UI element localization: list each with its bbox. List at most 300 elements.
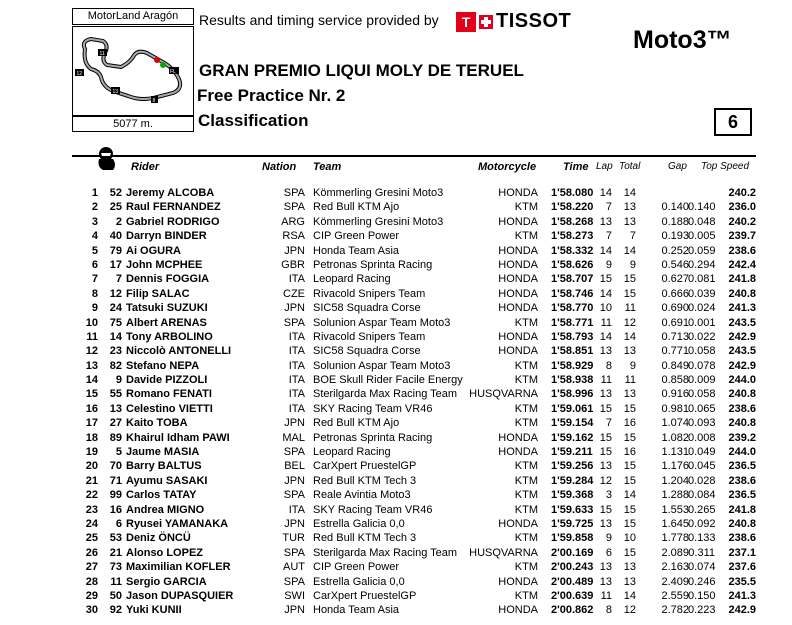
best-lap: 13 — [599, 460, 612, 473]
table-row — [0, 546, 792, 560]
rider-name: Alonso LOPEZ — [126, 546, 203, 559]
rider-number: 50 — [109, 589, 122, 602]
rider-name: Davide PIZZOLI — [126, 374, 208, 387]
rider-number: 55 — [109, 388, 122, 401]
gap-first: 0.849 — [661, 359, 689, 372]
total-laps: 15 — [623, 460, 636, 473]
motorcycle: KTM — [514, 316, 538, 329]
table-row — [0, 560, 792, 574]
table-row — [0, 316, 792, 330]
rider-number: 17 — [109, 258, 122, 271]
gap-first: 0.981 — [661, 402, 689, 415]
results-table — [0, 186, 792, 618]
gap-previous: 0.058 — [688, 388, 716, 401]
rider-number: 14 — [109, 330, 122, 343]
gap-previous: 0.074 — [688, 561, 716, 574]
total-laps: 7 — [629, 230, 636, 243]
rider-name: Kaito TOBA — [126, 417, 188, 430]
position: 12 — [85, 345, 98, 358]
table-row — [0, 589, 792, 603]
rider-number: 70 — [109, 460, 122, 473]
rider-number: 11 — [110, 575, 122, 588]
table-row — [0, 575, 792, 589]
lap-time: 1'59.211 — [551, 446, 593, 459]
motorcycle: HONDA — [498, 187, 538, 199]
nation: CZE — [283, 287, 305, 300]
team-name: Solunion Aspar Team Moto3 — [313, 316, 451, 329]
gap-first: 1.553 — [661, 503, 689, 516]
position: 1 — [91, 187, 98, 199]
motorcycle: HUSQVARNA — [469, 546, 538, 559]
gap-previous: 0.084 — [688, 489, 716, 502]
gap-first: 0.771 — [661, 345, 689, 358]
lap-time: 1'59.633 — [551, 503, 594, 516]
best-lap: 7 — [605, 417, 612, 430]
lap-time: 1'58.080 — [551, 187, 594, 199]
team-name: Red Bull KTM Ajo — [313, 417, 400, 430]
top-speed: 244.0 — [728, 446, 756, 459]
gap-previous: 0.311 — [688, 546, 715, 559]
team-name: CIP Green Power — [313, 561, 400, 574]
gap-previous: 0.093 — [688, 417, 716, 430]
lap-time: 1'58.851 — [551, 345, 594, 358]
team-name: SIC58 Squadra Corse — [313, 302, 421, 315]
team-name: Reale Avintia Moto3 — [313, 489, 411, 502]
top-speed: 240.8 — [728, 287, 756, 300]
team-name: BOE Skull Rider Facile Energy — [313, 374, 463, 387]
gap-previous: 0.022 — [688, 330, 716, 343]
motorcycle: HONDA — [498, 215, 538, 228]
gap-first: 0.193 — [661, 230, 689, 243]
col-lap: Lap — [596, 161, 613, 172]
team-name: Solunion Aspar Team Moto3 — [313, 359, 451, 372]
table-row — [0, 474, 792, 488]
lap-time: 1'59.162 — [551, 431, 594, 444]
gap-first: 0.546 — [661, 258, 689, 271]
team-name: CarXpert PruestelGP — [313, 460, 417, 473]
position: 15 — [85, 388, 98, 401]
total-laps: 13 — [623, 345, 636, 358]
rider-name: Andrea MIGNO — [126, 503, 205, 516]
motorcycle: HONDA — [498, 330, 538, 343]
gap-first: 0.188 — [661, 215, 689, 228]
lap-time: 1'59.368 — [551, 489, 594, 502]
col-nation: Nation — [262, 161, 297, 173]
best-lap: 15 — [599, 402, 612, 415]
table-row — [0, 200, 792, 214]
position: 13 — [85, 359, 98, 372]
top-speed: 242.4 — [728, 258, 756, 271]
rider-number: 52 — [109, 187, 122, 199]
rider-name: Khairul Idham PAWI — [126, 431, 230, 444]
rider-name: Darryn BINDER — [126, 230, 207, 243]
position: 7 — [91, 273, 98, 286]
best-lap: 13 — [599, 215, 612, 228]
gap-first: 1.176 — [661, 460, 689, 473]
gap-previous: 0.223 — [688, 604, 716, 617]
nation: SPA — [283, 489, 305, 502]
nation: RSA — [282, 230, 305, 243]
position: 23 — [85, 503, 98, 516]
rider-name: Tony ARBOLINO — [126, 330, 213, 343]
nation: BEL — [284, 460, 305, 473]
table-row — [0, 402, 792, 416]
rider-number: 82 — [109, 359, 122, 372]
total-laps: 15 — [623, 546, 636, 559]
gap-previous: 0.001 — [688, 316, 716, 329]
team-name: Sterilgarda Max Racing Team — [313, 546, 458, 559]
top-speed: 241.8 — [728, 503, 756, 516]
best-lap: 9 — [605, 532, 612, 545]
rider-name: Jeremy ALCOBA — [126, 187, 215, 199]
total-laps: 14 — [623, 589, 636, 602]
team-name: Honda Team Asia — [313, 244, 400, 257]
lap-time: 1'58.770 — [551, 302, 594, 315]
total-laps: 15 — [623, 474, 636, 487]
nation: SPA — [283, 575, 305, 588]
lap-time: 1'59.858 — [551, 532, 594, 545]
gap-first: 0.858 — [661, 374, 689, 387]
gap-previous: 0.008 — [688, 431, 716, 444]
rider-number: 79 — [109, 244, 122, 257]
lap-time: 1'59.061 — [551, 402, 594, 415]
finish-line-label: FL — [170, 69, 176, 75]
table-row — [0, 330, 792, 344]
gap-previous: 0.005 — [688, 230, 716, 243]
gap-first: 1.082 — [661, 431, 689, 444]
gap-previous: 0.265 — [688, 503, 716, 516]
col-team: Team — [313, 161, 342, 173]
rider-helmet-icon — [93, 145, 119, 171]
position: 20 — [85, 460, 98, 473]
document-type: Classification — [198, 111, 309, 130]
lap-time: 1'59.256 — [551, 460, 594, 473]
motorcycle: HONDA — [498, 345, 538, 358]
rider-name: Niccolò ANTONELLI — [126, 345, 232, 358]
team-name: SKY Racing Team VR46 — [313, 402, 433, 415]
nation: ITA — [288, 503, 305, 516]
rider-name: Yuki KUNII — [126, 604, 182, 617]
best-lap: 8 — [605, 359, 612, 372]
team-name: Rivacold Snipers Team — [313, 287, 426, 300]
lap-time: 1'58.746 — [551, 287, 594, 300]
team-name: Kömmerling Gresini Moto3 — [313, 215, 444, 228]
top-speed: 238.6 — [728, 474, 756, 487]
motorcycle: KTM — [514, 201, 538, 214]
gap-first: 2.163 — [661, 561, 689, 574]
rider-number: 5 — [115, 446, 122, 459]
team-name: Estrella Galicia 0,0 — [313, 575, 405, 588]
position: 11 — [86, 330, 98, 343]
table-row — [0, 503, 792, 517]
position: 27 — [85, 561, 98, 574]
gap-first: 0.691 — [661, 316, 689, 329]
lap-time: 2'00.489 — [551, 575, 594, 588]
best-lap: 14 — [599, 330, 612, 343]
motorcycle: KTM — [514, 460, 538, 473]
gap-previous: 0.048 — [688, 215, 716, 228]
gap-first: 2.089 — [661, 546, 689, 559]
rider-number: 9 — [115, 374, 122, 387]
rider-number: 16 — [109, 503, 122, 516]
top-speed: 241.8 — [728, 273, 756, 286]
nation: GBR — [281, 258, 305, 271]
gap-previous: 0.049 — [688, 446, 716, 459]
gap-first: 0.690 — [661, 302, 689, 315]
best-lap: 15 — [599, 446, 612, 459]
gap-first: 2.409 — [661, 575, 689, 588]
motorcycle: HONDA — [498, 517, 538, 530]
total-laps: 16 — [623, 417, 636, 430]
rider-name: Carlos TATAY — [126, 489, 197, 502]
circuit-map — [72, 26, 194, 116]
lap-time: 1'58.771 — [551, 316, 594, 329]
top-speed: 241.3 — [728, 302, 756, 315]
motorcycle: HUSQVARNA — [469, 388, 538, 401]
position: 5 — [91, 244, 98, 257]
lap-time: 1'58.707 — [551, 273, 594, 286]
gap-previous: 0.133 — [688, 532, 716, 545]
nation: JPN — [284, 417, 305, 430]
rider-name: Barry BALTUS — [126, 460, 202, 473]
nation: MAL — [282, 431, 305, 444]
best-lap: 11 — [600, 374, 612, 387]
top-speed: 242.9 — [728, 359, 756, 372]
table-row — [0, 603, 792, 617]
total-laps: 10 — [623, 532, 636, 545]
total-laps: 12 — [623, 316, 636, 329]
table-row — [0, 459, 792, 473]
top-speed: 238.6 — [728, 532, 756, 545]
team-name: Red Bull KTM Ajo — [313, 201, 400, 214]
team-name: Petronas Sprinta Racing — [313, 431, 433, 444]
motorcycle: KTM — [514, 532, 538, 545]
best-lap: 13 — [599, 345, 612, 358]
rider-name: Sergio GARCIA — [126, 575, 207, 588]
rider-number: 12 — [109, 287, 122, 300]
nation: TUR — [282, 532, 305, 545]
table-row — [0, 215, 792, 229]
rider-name: Stefano NEPA — [126, 359, 200, 372]
position: 22 — [85, 489, 98, 502]
motorcycle: HONDA — [498, 604, 538, 617]
rider-number: 27 — [109, 417, 122, 430]
rider-number: 92 — [109, 604, 122, 617]
nation: ITA — [288, 359, 305, 372]
total-laps: 13 — [623, 215, 636, 228]
top-speed: 243.5 — [728, 345, 756, 358]
total-laps: 14 — [623, 244, 636, 257]
top-speed: 240.8 — [728, 388, 756, 401]
position: 10 — [85, 316, 98, 329]
col-rider: Rider — [131, 161, 160, 173]
total-laps: 9 — [629, 258, 636, 271]
best-lap: 10 — [599, 302, 612, 315]
top-speed: 239.2 — [728, 431, 756, 444]
lap-time: 1'59.154 — [551, 417, 594, 430]
top-speed: 237.1 — [728, 546, 756, 559]
position: 29 — [85, 589, 98, 602]
lap-time: 1'59.725 — [551, 517, 594, 530]
rider-number: 23 — [109, 345, 122, 358]
nation: JPN — [284, 302, 305, 315]
table-row — [0, 488, 792, 502]
nation: ARG — [281, 215, 305, 228]
table-row — [0, 359, 792, 373]
header-rule — [72, 155, 756, 157]
total-laps: 14 — [623, 489, 636, 502]
nation: SPA — [283, 446, 305, 459]
rider-name: Ai OGURA — [126, 244, 181, 257]
gap-first: 0.666 — [661, 287, 689, 300]
top-speed: 239.7 — [728, 230, 756, 243]
top-speed: 242.9 — [728, 604, 756, 617]
table-row — [0, 272, 792, 286]
nation: JPN — [284, 604, 305, 617]
best-lap: 8 — [605, 604, 612, 617]
category-title: Moto3™ — [633, 26, 732, 54]
motorcycle: KTM — [514, 417, 538, 430]
table-row — [0, 531, 792, 545]
gap-first: 2.559 — [661, 589, 689, 602]
lap-time: 1'58.793 — [551, 330, 594, 343]
position: 6 — [91, 258, 98, 271]
rider-name: Raul FERNANDEZ — [126, 201, 221, 214]
motorcycle: HONDA — [498, 446, 538, 459]
nation: ITA — [288, 330, 305, 343]
table-row — [0, 287, 792, 301]
best-lap: 14 — [599, 287, 612, 300]
turn-label: 11 — [99, 51, 105, 57]
rider-name: Albert ARENAS — [126, 316, 207, 329]
total-laps: 13 — [623, 388, 636, 401]
motorcycle: KTM — [514, 489, 538, 502]
team-name: Petronas Sprinta Racing — [313, 258, 433, 271]
total-laps: 13 — [623, 575, 636, 588]
nation: ITA — [288, 402, 305, 415]
total-laps: 16 — [623, 446, 636, 459]
motorcycle: KTM — [514, 503, 538, 516]
rider-number: 75 — [109, 316, 122, 329]
position: 25 — [85, 532, 98, 545]
motorcycle: HONDA — [498, 302, 538, 315]
rider-name: Tatsuki SUZUKI — [126, 302, 208, 315]
rider-number: 53 — [109, 532, 122, 545]
motorcycle: KTM — [514, 561, 538, 574]
sponsor-name: TISSOT — [496, 10, 572, 32]
best-lap: 15 — [599, 273, 612, 286]
lap-time: 2'00.639 — [551, 589, 594, 602]
nation: ITA — [288, 273, 305, 286]
gap-first: 0.916 — [661, 388, 689, 401]
rider-name: John MCPHEE — [126, 258, 203, 271]
gap-previous: 0.039 — [688, 287, 716, 300]
best-lap: 13 — [599, 517, 612, 530]
nation: ITA — [288, 374, 305, 387]
gap-previous: 0.294 — [688, 258, 716, 271]
gap-previous: 0.009 — [688, 374, 716, 387]
rider-name: Jason DUPASQUIER — [126, 589, 234, 602]
col-top-speed: Top Speed — [701, 161, 750, 172]
best-lap: 13 — [599, 575, 612, 588]
gap-first: 0.627 — [661, 273, 689, 286]
nation: SPA — [283, 187, 305, 199]
total-laps: 15 — [623, 273, 636, 286]
team-name: CIP Green Power — [313, 230, 400, 243]
nation: SWI — [284, 589, 305, 602]
team-name: Red Bull KTM Tech 3 — [313, 474, 417, 487]
gap-first: 1.131 — [661, 446, 689, 459]
top-speed: 236.5 — [728, 489, 756, 502]
rider-name: Celestino VIETTI — [126, 402, 213, 415]
rider-name: Gabriel RODRIGO — [126, 215, 220, 228]
nation: ITA — [288, 388, 305, 401]
tissot-logo — [456, 10, 571, 33]
best-lap: 15 — [599, 431, 612, 444]
nation: AUT — [283, 561, 305, 574]
position: 26 — [85, 546, 98, 559]
rider-name: Romano FENATI — [126, 388, 212, 401]
rider-number: 25 — [109, 201, 122, 214]
total-laps: 14 — [623, 187, 636, 199]
rider-name: Ryusei YAMANAKA — [126, 517, 229, 530]
best-lap: 13 — [599, 561, 612, 574]
table-row — [0, 373, 792, 387]
best-lap: 14 — [599, 244, 612, 257]
gap-previous: 0.024 — [688, 302, 716, 315]
position: 3 — [91, 215, 98, 228]
motorcycle: KTM — [514, 359, 538, 372]
table-row — [0, 517, 792, 531]
team-name: CarXpert PruestelGP — [313, 589, 417, 602]
table-row — [0, 344, 792, 358]
total-laps: 15 — [623, 517, 636, 530]
total-laps: 9 — [629, 359, 636, 372]
team-name: Leopard Racing — [313, 446, 391, 459]
turn-label: 12 — [76, 71, 83, 77]
motorcycle: KTM — [514, 374, 538, 387]
motorcycle: HONDA — [498, 244, 538, 257]
position: 30 — [85, 604, 98, 617]
team-name: SKY Racing Team VR46 — [313, 503, 433, 516]
best-lap: 11 — [600, 589, 612, 602]
total-laps: 13 — [623, 561, 636, 574]
rider-number: 40 — [109, 230, 122, 243]
total-laps: 12 — [623, 604, 636, 617]
position: 17 — [85, 417, 98, 430]
rider-name: Ayumu SASAKI — [126, 474, 208, 487]
top-speed: 238.6 — [728, 244, 756, 257]
gap-previous: 0.045 — [688, 460, 716, 473]
position: 21 — [85, 474, 98, 487]
best-lap: 14 — [599, 187, 612, 199]
total-laps: 15 — [623, 503, 636, 516]
position: 8 — [91, 287, 98, 300]
rider-name: Deniz ÖNCÜ — [126, 532, 191, 545]
gap-first: 1.288 — [661, 489, 689, 502]
best-lap: 11 — [600, 316, 612, 329]
table-row — [0, 229, 792, 243]
team-name: Kömmerling Gresini Moto3 — [313, 187, 444, 199]
top-speed: 238.6 — [728, 402, 756, 415]
best-lap: 9 — [605, 258, 612, 271]
team-name: Rivacold Snipers Team — [313, 330, 426, 343]
position: 16 — [85, 402, 98, 415]
best-lap: 12 — [599, 474, 612, 487]
motorcycle: KTM — [514, 589, 538, 602]
lap-time: 1'59.284 — [551, 474, 594, 487]
best-lap: 6 — [605, 546, 612, 559]
